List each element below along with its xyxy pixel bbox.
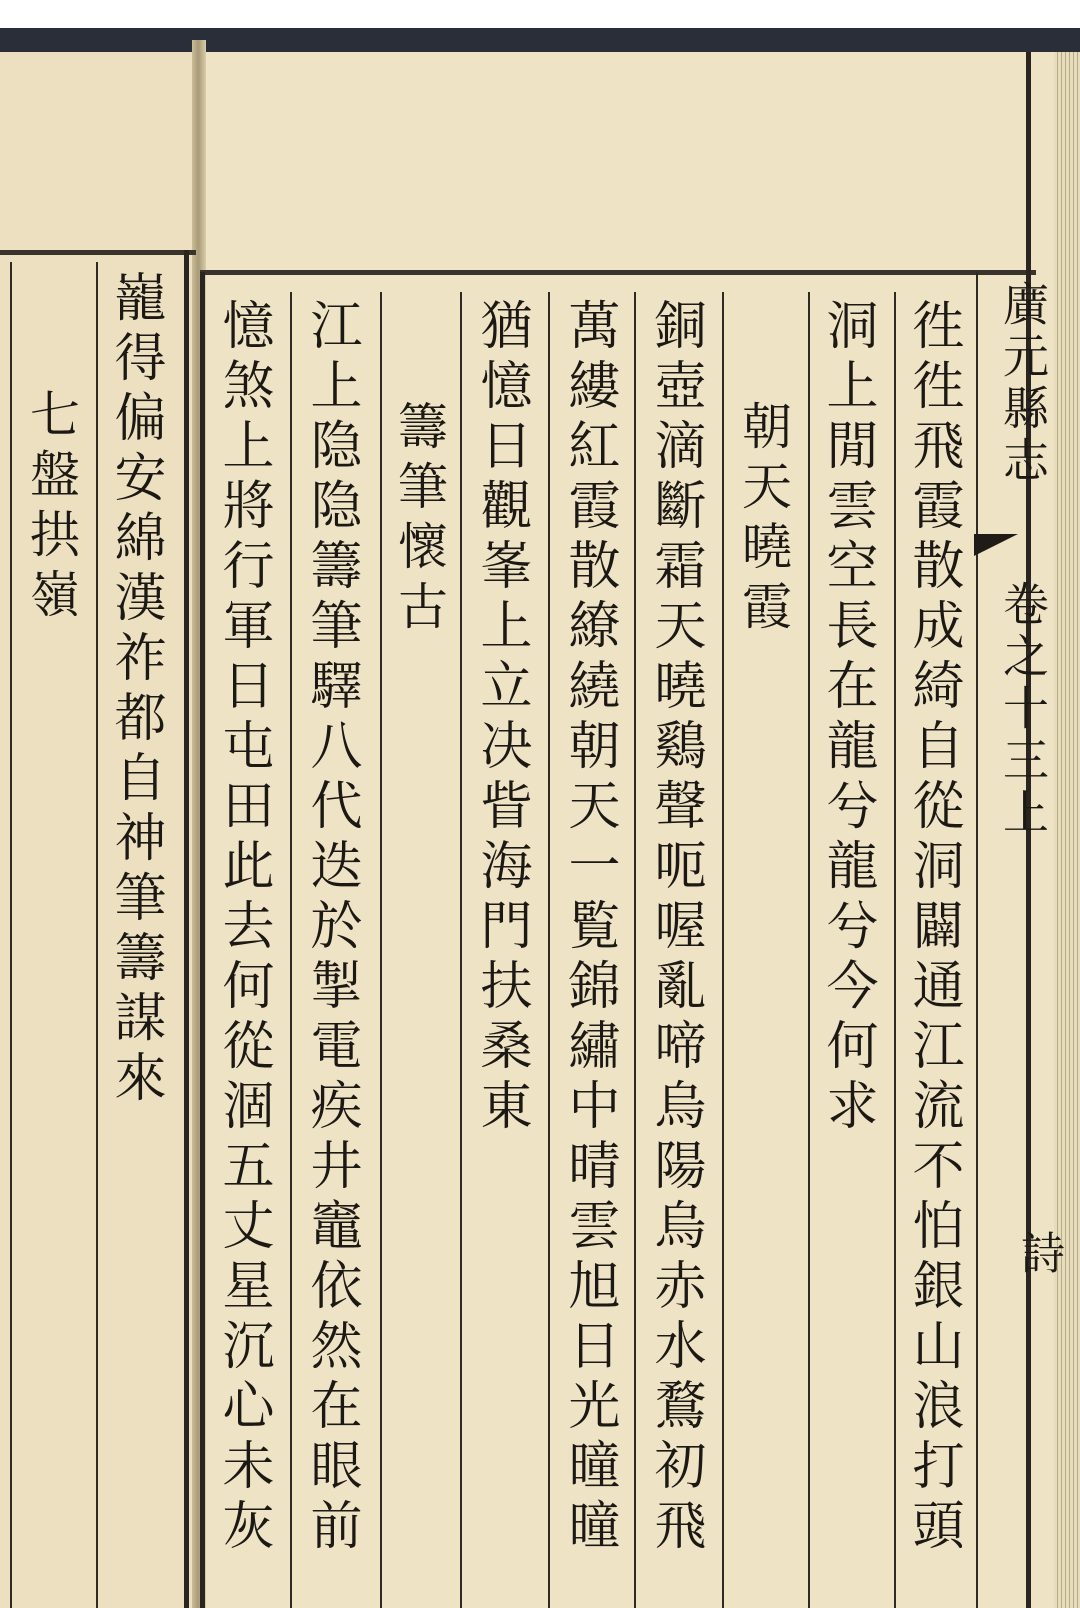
text-column-1: 徃徃飛霞散成綺自從洞闢通江流不怕銀山浪打頭 [903,298,963,1558]
column-rule [722,292,724,1608]
volume-label: 卷之十三上 [996,580,1050,840]
gutter-border [184,250,189,1608]
text-column-4: 萬縷紅霞散繚繞朝天一覧錦繡中晴雲旭日光曈曈 [559,298,619,1558]
column-rule [894,292,896,1608]
margin-section-label: 詩 [1013,1230,1064,1274]
column-rule [548,292,550,1608]
poem-title-1: 朝天曉霞 [734,400,792,640]
left-page [0,52,198,1608]
left-poem-title: 七盤拱嶺 [22,388,80,628]
text-column-7: 憶煞上將行軍日屯田此去何從涸五丈星沉心未灰 [213,298,273,1558]
column-rule [290,292,292,1608]
text-column-3: 銅壺滴斷霜天曉鷄聲呃喔亂啼烏陽烏赤水鶩初飛 [645,298,705,1558]
scan-background-strip [0,28,1080,54]
column-rule [460,292,462,1608]
poem-title-2: 籌筆懷古 [390,400,448,640]
left-text-column-1: 巃得偏安綿漢祚都自神筆籌謀來 [105,270,165,1110]
column-rule [10,262,12,1608]
column-rule [976,272,978,1608]
right-page-top-border [200,270,1036,275]
page-edges [1054,52,1080,1608]
column-rule [380,292,382,1608]
left-page-top-border [0,250,196,255]
column-rule [96,262,98,1608]
column-rule [634,292,636,1608]
column-rule [808,292,810,1608]
margin-book-title [990,280,1056,488]
text-column-2: 洞上閒雲空長在龍兮龍兮今何求 [817,298,877,1138]
text-column-6: 江上隐隐籌筆驛八代迭於掣電疾井竈依然在眼前 [301,298,361,1558]
right-page-inner-border [200,272,205,1608]
margin-volume [990,580,1056,840]
text-column-5: 猶憶日觀峯上立决眥海門扶桑東 [471,298,531,1138]
fishtail-mark-icon [974,534,1018,556]
book-title: 廣元縣志 [996,280,1050,488]
